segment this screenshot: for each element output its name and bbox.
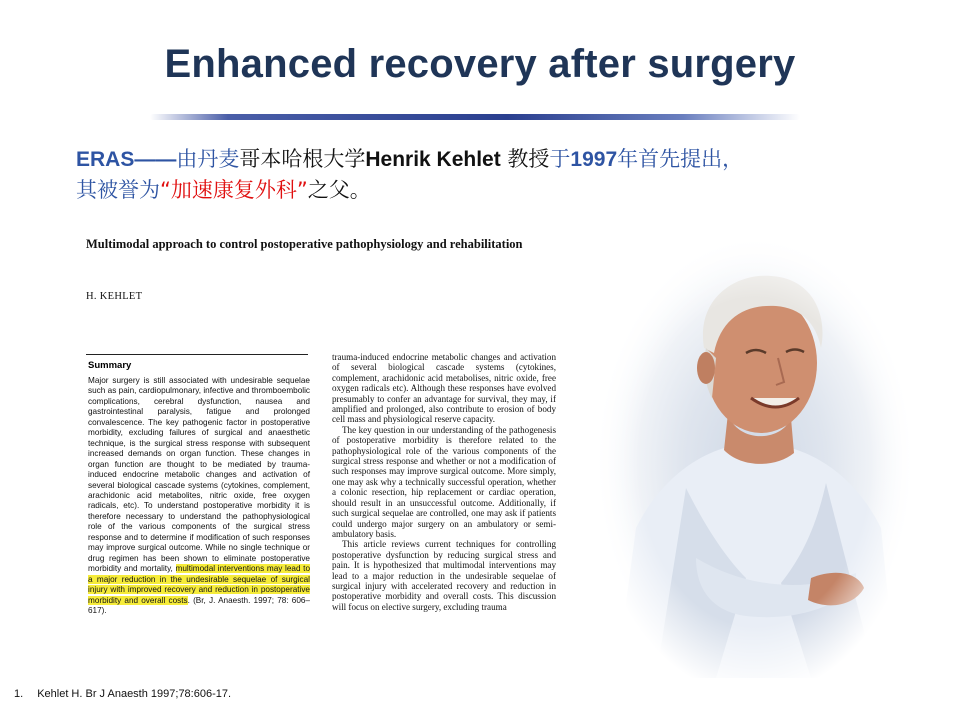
col2-paragraph: This article reviews current techniques for controlling postoperative dysfunction by reducing surgical stress and pain. It is hypothesized that multimodal interventions may lead to a major reduction in the undesirable sequelae of surgical injury with accelerated recovery and reduction in postoperative morbidity and overall costs. This discussion will focus on elective surgery, excluding trauma [332,539,556,612]
col2-paragraph: The key question in our understanding of the pathogenesis of postoperative morbidity is therefore related to the pathophysiological role of the various components of the surgical stress response and whether or not a modification of such responses may improve surgical outcome. More simply, one may ask why a technically successful operation, whether a colonic resection, hip replacement or cardiac operation, should result in an unsuccessful outcome. Additionally, if such surgical sequelae are controlled, one may ask if patients could undergo major surgery on an ambulatory or semi-ambulatory basis. [332,424,556,539]
summary-body: Major surgery is still associated with undesirable sequelae such as pain, cardiopulmonary, infective and thromboembolic complications, cerebral dysfunction, nausea and gastrointestinal paralysis, fatigue and prolonged convalescence. The key pathogenic factor in postoperative morbidity, excluding failures of surgical and anaesthetic technique, is the surgical stress response with subsequent increased demands on organ function. These changes in organ function are thought to be mediated by trauma-induced endocrine metabolic changes and activation of several biological cascade systems (cytokines, complement, arachidonic acid metabolites, nitric oxide, free oxygen radicals, etc). To understand postoperative morbidity it is therefore necessary to understand the pathophysiological role of the various components of the surgical stress response and to determine if modification of such responses may improve surgical outcome. While no single technique or drug regimen has been shown to eliminate postoperative morbidity and mortality, [88,376,310,574]
footnote [14,688,231,700]
footnote-text: Kehlet H. Br J Anaesth 1997;78:606-17. [37,688,232,700]
intro-segment: 其被誉为 [76,178,160,202]
intro-segment: 由丹麦 [176,147,240,171]
paper-divider [86,354,308,355]
university-name: 哥本哈根大学 [239,147,366,171]
summary-text [88,376,310,616]
summary-heading: Summary [88,360,132,371]
year: 1997 [570,148,618,171]
paper-column-2 [332,352,556,612]
title-underline [150,114,800,120]
quote-open: “ [160,178,171,202]
paper-title: Multimodal approach to control postoperative pathophysiology and rehabilitation [86,237,523,251]
slide-title: Enhanced recovery after surgery [164,42,796,86]
intro-segment: 教授 [500,147,550,171]
quote-close: ” [296,178,308,202]
kehlet-name: Henrik Kehlet [365,148,501,171]
paper-excerpt-image [86,236,566,672]
eras-label: ERAS [76,148,135,171]
eras-dash: —— [134,148,177,171]
intro-segment: 于 [549,147,571,171]
henrik-kehlet-photo [596,228,914,678]
intro-segment: 之父。 [307,178,371,202]
eras-chinese-term: 加速康复外科 [170,178,297,202]
portrait-illustration [596,228,914,678]
col2-paragraph: trauma-induced endocrine metabolic changes and activation of several biological cascade systems (cytokines, complement, arachidonic acid metabolises, nitric oxide, free oxygen radicals etc). Although these responses have evolved presumably to confer an advantage for survival, they may, if amplified and prolonged, also contribute to erosion of body cell mass and physiological reserve capacity. [332,352,556,425]
intro-text [76,144,936,205]
paper-author: H. KEHLET [86,291,143,302]
footnote-number: 1. [14,688,24,700]
summary-citation: . (Br, J. Anaesth. 1997; 78: 606–617). [88,595,310,615]
intro-segment: 年首先提出， [617,147,744,171]
summary-highlight: multimodal interventions may lead to a major reduction in the undesirable sequelae of surgical injury with improved recovery and reduction in postoperative morbidity and overall costs [88,564,310,605]
